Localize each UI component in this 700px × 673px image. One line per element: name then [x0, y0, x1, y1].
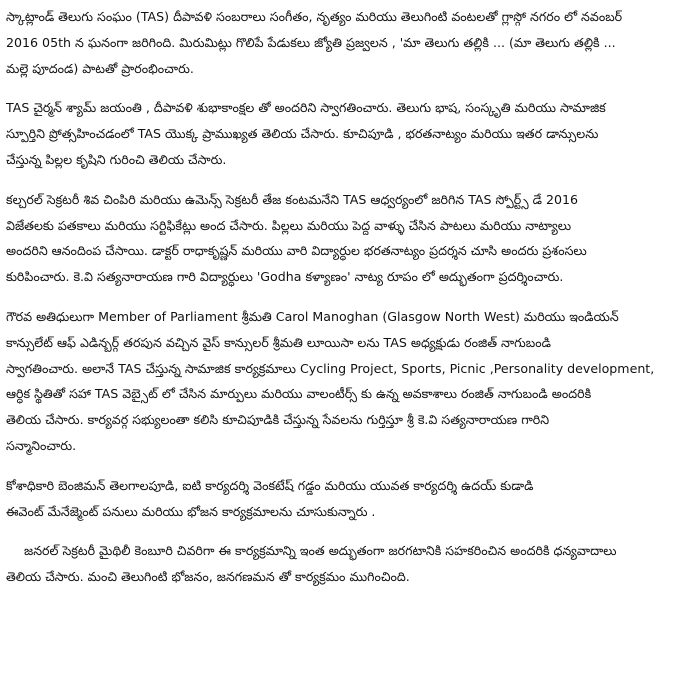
paragraph-line: స్వాగతించారు. అలానే TAS చేస్తున్న సామాజిక కార్యక్రమాలు Cycling Project, Sports, Picnic ,Personality development,: [6, 360, 655, 376]
paragraph-line: చేస్తున్న పిల్లల కృషిని గురించి తెలియ చేసారు.: [6, 151, 227, 167]
paragraph-chairman: [6, 95, 692, 172]
paragraph-line: కల్చరల్ సెక్రటరీ శివ చింపిరి మరియు ఉమెన్స్ సెక్రటరీ తేజ కంటమనేని TAS ఆధ్వర్యంలో జరిగిన TAS స్పోర్ట్స్ డే 2016: [6, 191, 579, 207]
paragraph-line: కురిపించారు. కె.వి సత్యనారాయణ గారి విద్యార్ధులు 'Godha కళ్యాణం' నాట్య రూపం లో అద్భుతంగా ప్రదర్శించారు.: [6, 269, 564, 285]
paragraph-line: కోశాధికారి బెంజిమన్ తెలగాలపూడి, ఐటి కార్యదర్శి వెంకటేష్ గడ్డం మరియు యువత కార్యదర్శి ఉదయ్ కుడాడి: [6, 477, 534, 493]
paragraph-line: తెలియ చేసారు. కార్యవర్గ సభ్యులంతా కలిసి కూచిపూడికి చేస్తున్న సేవలను గుర్తిస్తూ శ్రీ కె.వి సత్యనారాయణ గారిని: [6, 412, 550, 428]
paragraph-line: ఆర్ధిక స్థితితో సహా TAS వెబ్సైట్ లో చేసిన మార్పులు మరియు వాలంటీర్స్ కు ఉన్న అవకాశాలు రంజిత్ నాగుబండి అందరికి: [6, 386, 592, 402]
paragraph-line: విజేతలకు పతకాలు మరియు సర్టిఫికేట్లు అంద చేసారు. పిల్లలు మరియు పెద్ద వాళ్ళు చేసిన పాటలు మరియు నాట్యాలు: [6, 217, 572, 233]
paragraph-line: స్పూర్తిని ప్రోత్సహించడంలో TAS యొక్క ప్రాముఖ్యత తెలియ చేసారు. కూచిపూడి , భరతనాట్యం మరియు ఇతర డాన్సులను: [6, 126, 599, 142]
paragraph-line: మల్లె పూదండ) పాటతో ప్రారంభించారు.: [6, 60, 194, 76]
paragraph-line: TAS చైర్మన్ శ్యామ్ జయంతి , దీపావళి శుభాకాంక్షల తో అందరిని స్వాగతించారు. తెలుగు భాష, సంస్కృతి మరియు సామాజిక: [6, 100, 606, 116]
paragraph-closing: [6, 538, 692, 590]
paragraph-line: అందరిని ఆనందింప చేసాయి. డాక్టర్ రాధాకృష్ణన్ మరియు వారి విద్యార్ధుల భరతనాట్యం ప్రదర్శన చూసి అందరు ప్రశంసలు: [6, 243, 587, 259]
paragraph-guests: [6, 304, 692, 459]
paragraph-cultural: [6, 187, 692, 290]
paragraph-line: ఈవెంట్ మేనేజ్మెంట్ పనులు మరియు భోజన కార్యక్రమాలను చూసుకున్నారు .: [6, 503, 376, 519]
paragraph-treasurer: [6, 473, 692, 525]
paragraph-line: గౌరవ అతిధులుగా Member of Parliament శ్రీమతి Carol Manoghan (Glasgow North West) మరియు ఇండియన్: [6, 308, 619, 324]
paragraph-line: 2016 05th న ఘనంగా జరిగింది. మిరుమిట్లు గొలిపే పేడుకలు జ్యోతి ప్రజ్వలన , 'మా తెలుగు తల్లికి ... (మా తెలుగు తల్లికి ...: [6, 34, 616, 50]
paragraph-line: సన్మానించారు.: [6, 437, 77, 453]
paragraph-line: కాన్సులేట్ ఆఫ్ ఎడిన్బర్గ్ తరపున వచ్చిన వైస్ కాన్సులర్ శ్రీమతి లూయిసా లను TAS అధ్యక్షుడు రంజిత్ నాగుబండి: [6, 334, 551, 350]
paragraph-intro: [6, 4, 692, 81]
paragraph-line: స్కాట్లాండ్ తెలుగు సంఘం (TAS) దీపావళి సంబరాలు సంగీతం, నృత్యం మరియు తెలుగింటి వంటలతో గ్లాస్గో నగరం లో నవంబర్: [6, 9, 623, 24]
paragraph-line: తెలియ చేసారు. మంచి తెలుగింటి భోజనం, జనగణమన తో కార్యక్రమం ముగించింది.: [6, 569, 410, 585]
paragraph-line: జనరల్ సెక్రటరీ మైథిలీ కెంబూరి చివరిగా ఈ కార్యక్రమాన్ని ఇంత అద్భుతంగా జరగటానికి సహకరించిన అందరికి ధన్యవాదాలు: [24, 543, 617, 559]
